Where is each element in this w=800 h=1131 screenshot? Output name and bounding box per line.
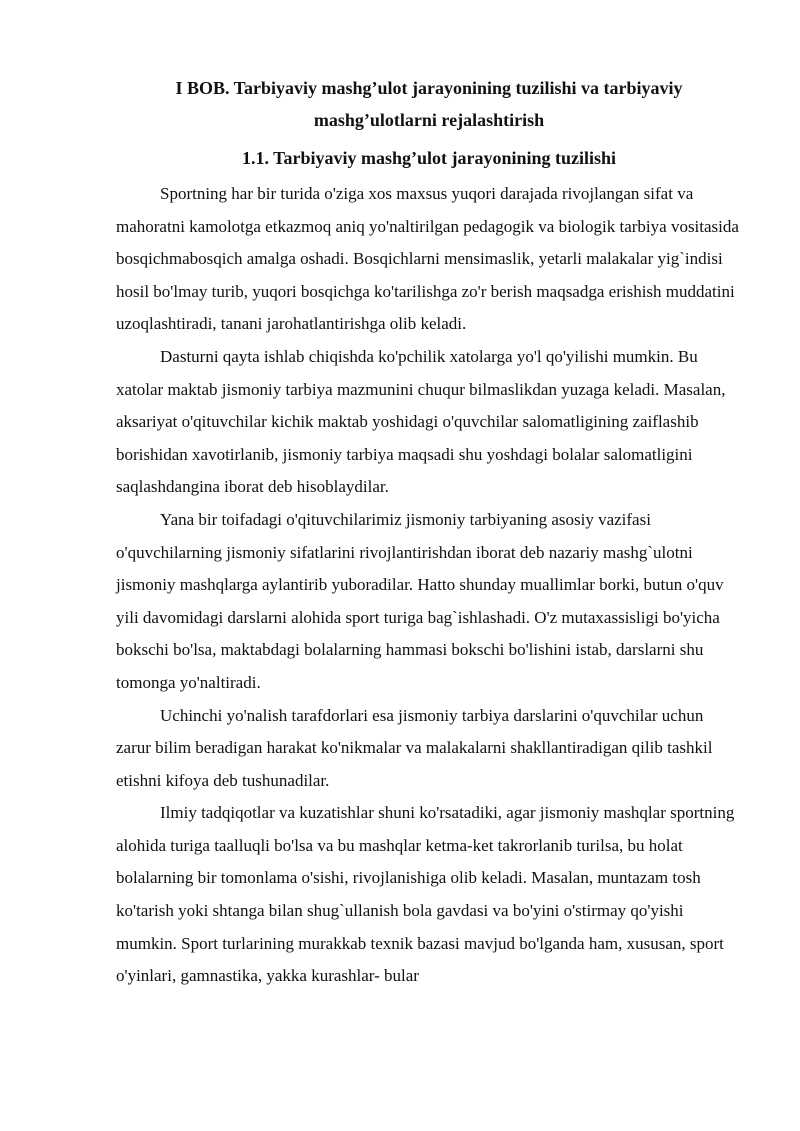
paragraph-2: Dasturni qayta ishlab chiqishda ko'pchilik xatolarga yo'l qo'yilishi mumkin. Bu xatolar maktab jismoniy tarbiya mazmunini chuqur bilmaslikdan yuzaga keladi. Masalan, aksariyat o'qituvchilar kichik maktab yoshidagi o'quvchilar salomatligining zaiflashib borishidan xavotirlanib, jismoniy tarbiya maqsadi shu yoshdagi bolalar salomatligini saqlashdangina iborat deb hisoblaydilar. bbox=[116, 346, 726, 497]
body-text bbox=[116, 178, 742, 993]
chapter-title-line-2: mashg’ulotlarni rejalashtirish bbox=[313, 110, 545, 130]
section-title: 1.1. Tarbiyaviy mashg’ulot jarayonining tuzilishi bbox=[241, 148, 617, 168]
paragraph-5: Ilmiy tadqiqotlar va kuzatishlar shuni ko'rsatadiki, agar jismoniy mashqlar sportning alohida turiga taalluqli bo'lsa va bu mashqlar ketma-ket takrorlanib turilsa, bu holat bolalarning bir tomonlama o'sishi, rivojlanishiga olib keladi. Masalan, muntazam tosh ko'tarish yoki shtanga bilan shug`ullanish bola gavdasi va bo'yini o'stirmay qo'yishi mumkin. Sport turlarining murakkab texnik bazasi mavjud bo'lganda ham, xususan, sport o'yinlari, gamnastika, yakka kurashlar- bular bbox=[116, 803, 735, 986]
paragraph-1: Sportning har bir turida o'ziga xos maxsus yuqori darajada rivojlangan sifat va mahoratni kamolotga etkazmoq aniq yo'naltirilgan pedagogik va biologik tarbiya vositasida bosqichmabosqich amalga oshadi. Bosqichlarni mensimaslik, yetarli malakalar yig`indisi hosil bo'lmay turib, yuqori bosqichga ko'tarilishga zo'r berish maqsadga erishish muddatini uzoqlashtiradi, tanani jarohatlantirishga olib keladi. bbox=[116, 184, 739, 334]
paragraph-3: Yana bir toifadagi o'qituvchilarimiz jismoniy tarbiyaning asosiy vazifasi o'quvchilarning jismoniy sifatlarini rivojlantirishdan iborat deb nazariy mashg`ulotni jismoniy mashqlarga aylantirib yuboradilar. Hatto shunday muallimlar borki, butun o'quv yili davomidagi darslarni alohida sport turiga bag`ishlashadi. O'z mutaxassisligi bo'yicha bokschi bo'lsa, maktabdagi bolalarning hammasi bokschi bo'lishini istab, darslarni shu tomonga yo'naltiradi. bbox=[116, 509, 724, 692]
chapter-title-line-1: I BOB. Tarbiyaviy mashg’ulot jarayonining tuzilishi va tarbiyaviy bbox=[175, 78, 683, 98]
chapter-title bbox=[116, 72, 742, 136]
paragraph-4: Uchinchi yo'nalish tarafdorlari esa jismoniy tarbiya darslarini o'quvchilar uchun zarur bilim beradigan harakat ko'nikmalar va malakalarni shakllantiradigan qilib tashkil etishni kifoya deb tushunadilar. bbox=[116, 705, 713, 790]
